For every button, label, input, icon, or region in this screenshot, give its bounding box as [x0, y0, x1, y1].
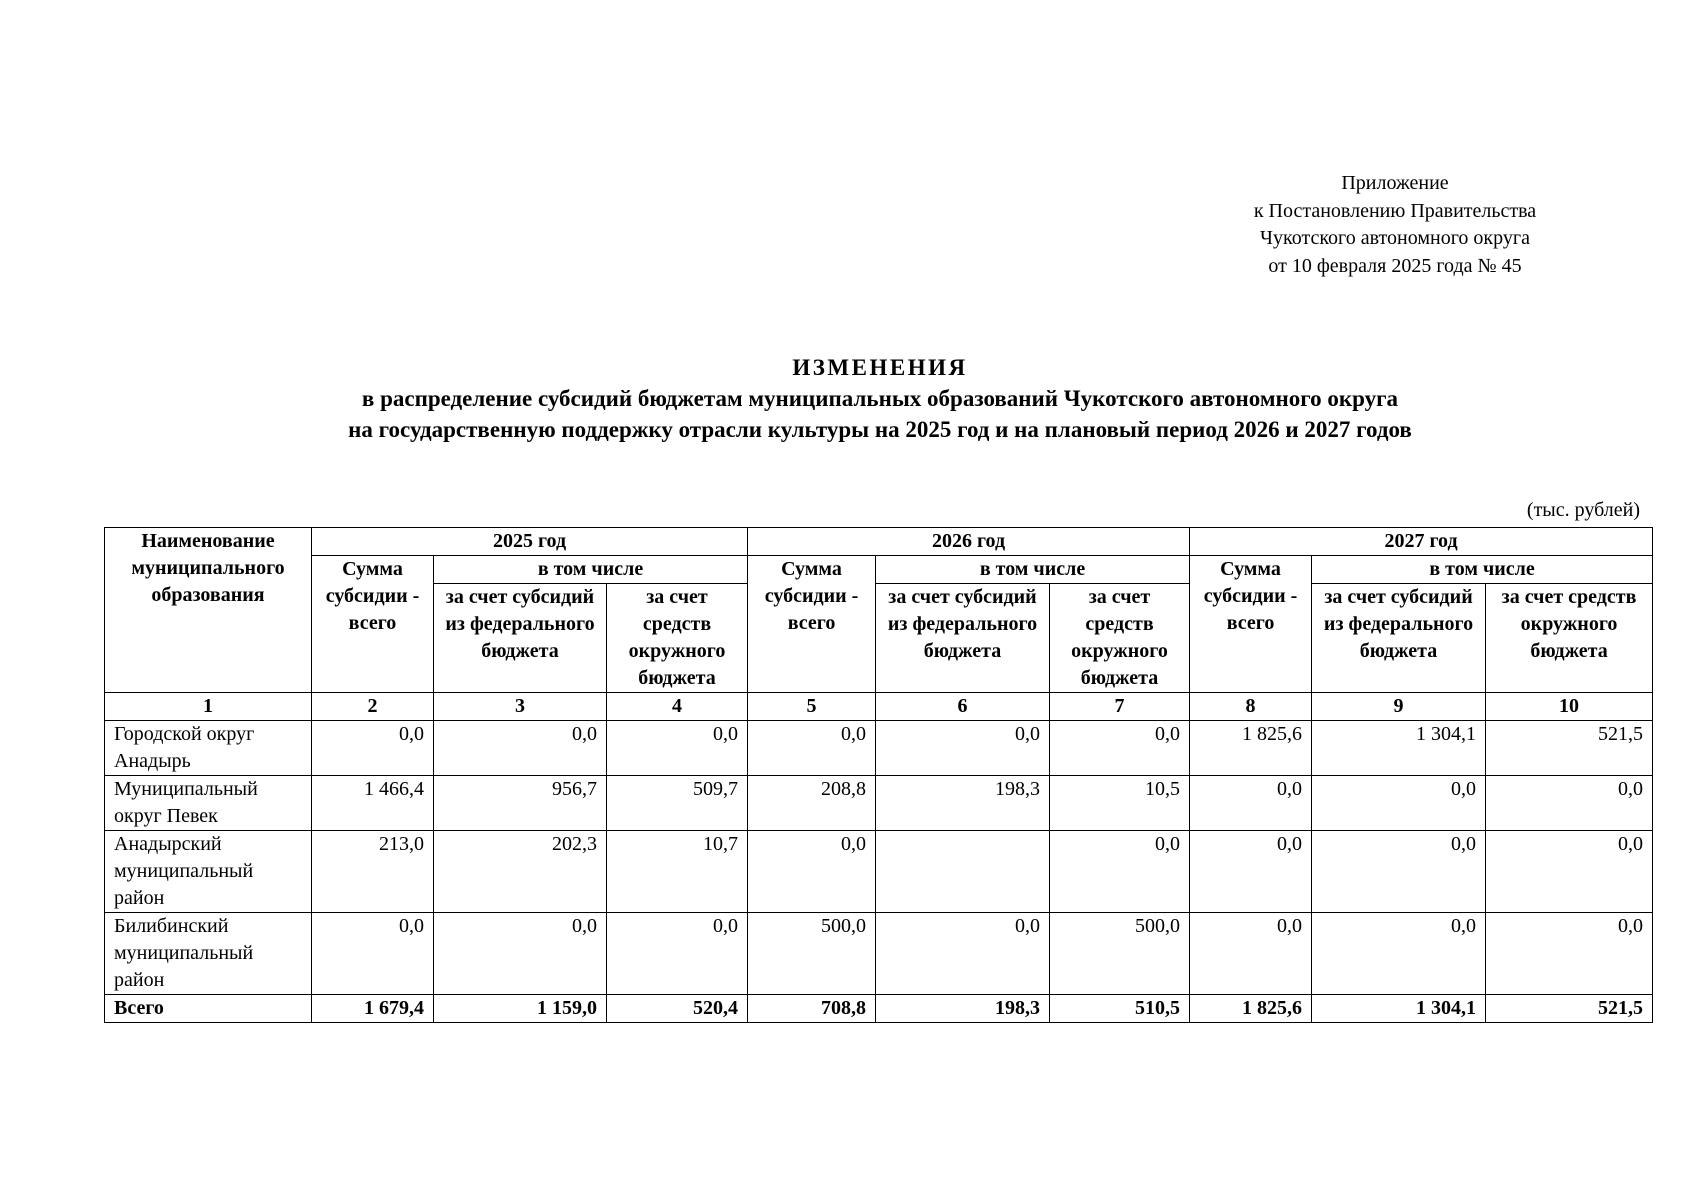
value-cell: 202,3: [434, 831, 607, 913]
value-cell: 509,7: [607, 776, 748, 831]
value-cell: 0,0: [1486, 776, 1653, 831]
municipality-name: Анадырский муниципальный район: [105, 831, 312, 913]
total-label: Всего: [105, 995, 312, 1023]
header-federal: за счет субсидий из федерального бюджета: [1312, 584, 1486, 693]
total-value-cell: 1 679,4: [312, 995, 434, 1023]
document-heading: [130, 352, 1630, 445]
header-municipality: Наименование муниципального образования: [105, 528, 312, 693]
municipality-name: Городской округ Анадырь: [105, 721, 312, 776]
value-cell: [876, 831, 1050, 913]
header-row-years: [105, 528, 1653, 556]
table-row: [105, 721, 1653, 776]
value-cell: 500,0: [748, 913, 876, 995]
table-row: [105, 831, 1653, 913]
total-value-cell: 1 159,0: [434, 995, 607, 1023]
value-cell: 10,7: [607, 831, 748, 913]
header-year: 2027 год: [1190, 528, 1653, 556]
header-year: 2026 год: [748, 528, 1190, 556]
header-regional: за счет средств окружного бюджета: [1486, 584, 1653, 693]
column-number: 6: [876, 693, 1050, 721]
appendix-block: [1205, 170, 1585, 280]
value-cell: 213,0: [312, 831, 434, 913]
header-regional: за счет средств окружного бюджета: [607, 584, 748, 693]
total-value-cell: 520,4: [607, 995, 748, 1023]
column-number: 8: [1190, 693, 1312, 721]
value-cell: 0,0: [1312, 913, 1486, 995]
column-number: 5: [748, 693, 876, 721]
total-value-cell: 1 825,6: [1190, 995, 1312, 1023]
value-cell: 0,0: [1312, 831, 1486, 913]
appendix-line: от 10 февраля 2025 года № 45: [1268, 254, 1522, 277]
value-cell: 0,0: [1486, 913, 1653, 995]
header-federal: за счет субсидий из федерального бюджета: [876, 584, 1050, 693]
appendix-line: к Постановлению Правительства: [1253, 199, 1537, 222]
value-cell: 198,3: [876, 776, 1050, 831]
value-cell: 0,0: [312, 913, 434, 995]
total-value-cell: 510,5: [1050, 995, 1190, 1023]
value-cell: 0,0: [1190, 831, 1312, 913]
total-value-cell: 198,3: [876, 995, 1050, 1023]
document-subtitle-line: в распределение субсидий бюджетам муниципальных образований Чукотского автономного округа: [361, 386, 1399, 411]
header-sum-total: Сумма субсидии - всего: [312, 556, 434, 693]
column-number: 7: [1050, 693, 1190, 721]
header-including: в том числе: [876, 556, 1190, 584]
document-subtitle-line: на государственную поддержку отрасли культуры на 2025 год и на плановый период 2026 и 2027 годов: [348, 417, 1412, 442]
value-cell: 0,0: [748, 721, 876, 776]
column-number: 4: [607, 693, 748, 721]
column-number: 9: [1312, 693, 1486, 721]
units-label: (тыс. рублей): [1526, 499, 1640, 521]
header-row-groups: [105, 556, 1653, 584]
value-cell: 521,5: [1486, 721, 1653, 776]
total-value-cell: 1 304,1: [1312, 995, 1486, 1023]
header-including: в том числе: [1312, 556, 1653, 584]
header-sum-total: Сумма субсидии - всего: [1190, 556, 1312, 693]
value-cell: 0,0: [1050, 831, 1190, 913]
column-number: 3: [434, 693, 607, 721]
appendix-line: Чукотского автономного округа: [1260, 227, 1530, 249]
value-cell: 0,0: [434, 913, 607, 995]
value-cell: 0,0: [312, 721, 434, 776]
table-row: [105, 776, 1653, 831]
value-cell: 0,0: [876, 721, 1050, 776]
header-sum-total: Сумма субсидии - всего: [748, 556, 876, 693]
value-cell: 0,0: [1050, 721, 1190, 776]
value-cell: 0,0: [876, 913, 1050, 995]
value-cell: 10,5: [1050, 776, 1190, 831]
column-number: 10: [1486, 693, 1653, 721]
appendix-line: Приложение: [1341, 172, 1449, 194]
column-number-row: [105, 693, 1653, 721]
value-cell: 1 825,6: [1190, 721, 1312, 776]
header-federal: за счет субсидий из федерального бюджета: [434, 584, 607, 693]
header-including: в том числе: [434, 556, 748, 584]
total-value-cell: 521,5: [1486, 995, 1653, 1023]
value-cell: 500,0: [1050, 913, 1190, 995]
value-cell: 0,0: [607, 913, 748, 995]
value-cell: 1 466,4: [312, 776, 434, 831]
value-cell: 208,8: [748, 776, 876, 831]
total-row: [105, 995, 1653, 1023]
column-number: 1: [105, 693, 312, 721]
value-cell: 0,0: [607, 721, 748, 776]
municipality-name: Муниципальный округ Певек: [105, 776, 312, 831]
value-cell: 0,0: [434, 721, 607, 776]
municipality-name: Билибинский муниципальный район: [105, 913, 312, 995]
value-cell: 0,0: [1312, 776, 1486, 831]
value-cell: 1 304,1: [1312, 721, 1486, 776]
value-cell: 956,7: [434, 776, 607, 831]
value-cell: 0,0: [1486, 831, 1653, 913]
value-cell: 0,0: [1190, 776, 1312, 831]
document-title: ИЗМЕНЕНИЯ: [792, 355, 968, 380]
header-regional: за счет средств окружного бюджета: [1050, 584, 1190, 693]
value-cell: 0,0: [1190, 913, 1312, 995]
header-year: 2025 год: [312, 528, 748, 556]
total-value-cell: 708,8: [748, 995, 876, 1023]
table-row: [105, 913, 1653, 995]
value-cell: 0,0: [748, 831, 876, 913]
subsidy-table: [104, 527, 1653, 1023]
column-number: 2: [312, 693, 434, 721]
